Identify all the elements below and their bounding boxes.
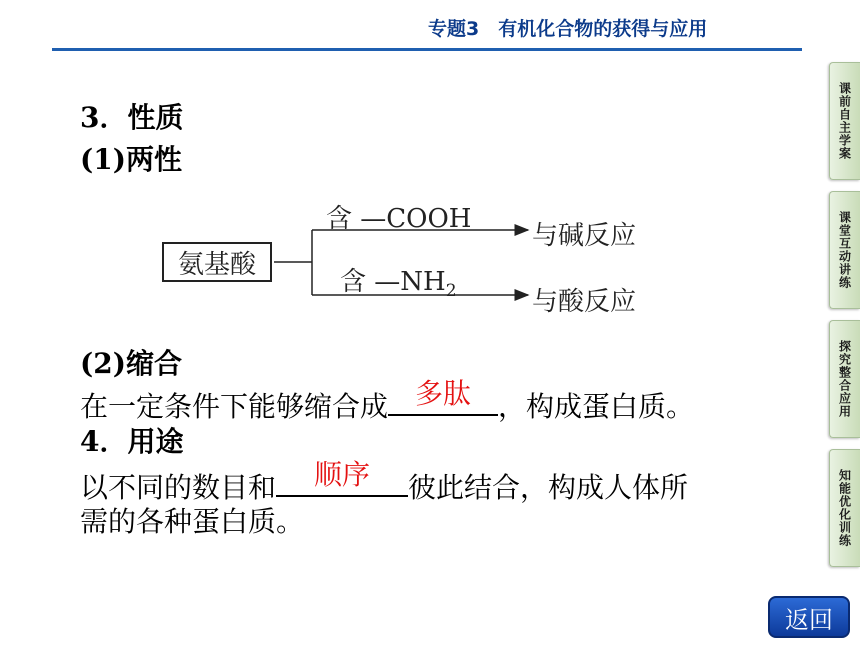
amino-acid-diagram [160, 195, 680, 325]
side-tab-training[interactable]: 知能优化训练 [829, 449, 860, 567]
side-tab-preview[interactable]: 课前自主学案 [829, 62, 860, 180]
blank-answer-2: 顺序 [276, 465, 408, 497]
upper-group-label: 含 —COOH [326, 204, 472, 234]
section3-title: 3．性质 [80, 101, 184, 134]
lower-group-label: 含 $—NH_2$ [340, 267, 457, 302]
section4-title: 4．用途 [80, 425, 184, 458]
usage-sentence: 以不同的数目和 顺序 彼此结合，构成人体所 [80, 458, 689, 504]
back-button[interactable]: 返回 [768, 596, 850, 638]
subsection-condensation: (2)缩合 [80, 347, 182, 380]
lower-result-label: 与酸反应 [532, 287, 637, 317]
amino-acid-box: 氨基酸 [162, 242, 272, 282]
header-title: 专题3 有机化合物的获得与应用 [428, 18, 708, 40]
header-divider [52, 48, 802, 51]
side-tab-inquiry[interactable]: 探究整合应用 [829, 320, 860, 438]
blank-answer-1: 多肽 [388, 384, 498, 416]
condensation-sentence: 在一定条件下能够缩合成 多肽 ，构成蛋白质。 [80, 377, 695, 423]
upper-result-label: 与碱反应 [532, 221, 637, 251]
side-tab-practice[interactable]: 课堂互动讲练 [829, 191, 860, 309]
usage-sentence-cont: 需的各种蛋白质。 [80, 505, 305, 538]
subsection-amphoteric: (1)两性 [80, 143, 182, 176]
